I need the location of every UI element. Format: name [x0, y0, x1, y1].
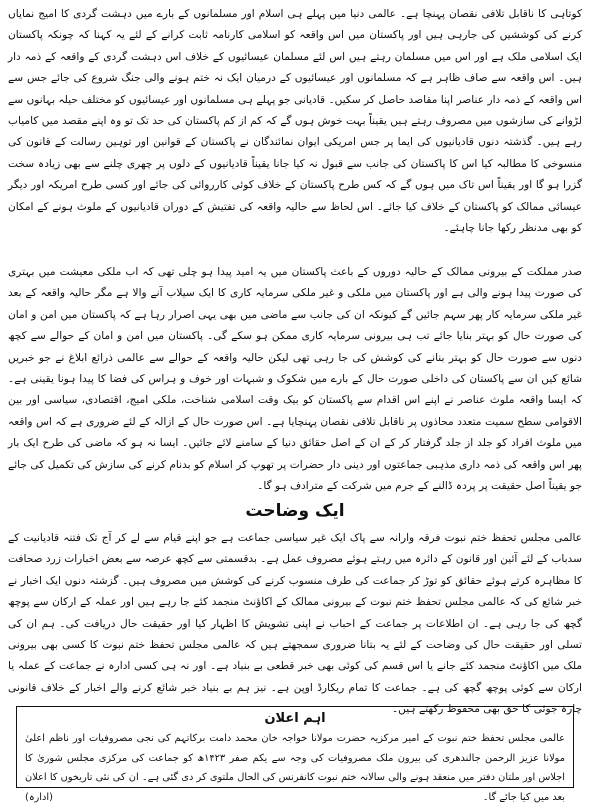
article-paragraph: کوتاہی کا ناقابل تلافی نقصان پہنچا ہے۔ عالمی دنیا میں پہلے ہی اسلام اور مسلمانوں کے بارے میں دہشت گردی کا امیج نمایاں کرنے کی کوششیں کی جارہی ہیں اور پاکستان میں اس واقعہ کو اسلامی کارنامہ ثابت کرانے کے لئے یہ کہنا کہ چونکہ پاکستان ایک اسلامی ملک ہے اور اس میں مسلمان رہتے ہیں اس لئے مسلمان عیسائیوں کے خلاف اس دہشت گردی کے واقعہ کے ذمہ دار ہیں۔ اس واقعہ سے صاف ظاہر ہے کہ مسلمانوں اور عیسائیوں کے درمیان ایک نہ ختم ہونے والی جنگ شروع کی جائے جس سے اس واقعہ کے ذمہ دار عناصر اپنا مقاصد حاصل کر سکیں۔ قادیانی جو پہلے ہی مسلمانوں اور عیسائیوں کو مختلف حیلہ بہانوں سے لڑوانے کی سازشوں میں مصروف رہتے ہیں یقیناً بہت خوش ہوں گے کہ کم از کم پاکستان کی حد تک تو وہ اپنے مقصد میں کامیاب رہے ہیں۔ گذشتہ دنوں قادیانیوں کی ایما پر جس امریکی ایوان نمائندگان نے پاکستان کے قوانین اور توہین رسالت کے قانون کی منسوخی کا مطالبہ کیا اس کا پاکستان کی جانب سے قبول نہ کیا جانا یقیناً قادیانیوں کے دلوں پر چھری چلنے سے بھی زیادہ سخت گزرا ہو گا اور یقیناً اس تاک میں ہوں گے کہ کس طرح پاکستان کے خلاف کوئی کارروائی کی جائے اور کسی طرح امریکہ اور دیگر عیسائی ممالک کو پاکستان کے خلاف کیا جائے۔ اس لحاظ سے حالیہ واقعہ کی تفتیش کے دوران قادیانیوں کے ملوث ہونے کے امکان کو بھی مدنظر رکھا جانا چاہئے۔: [8, 4, 582, 258]
notice-signature: (ادارہ): [25, 788, 53, 807]
clarification-heading: ایک وضاحت: [8, 496, 582, 526]
notice-body: عالمی مجلس تحفظ ختم نبوت کے امیر مرکزیہ حضرت مولانا خواجہ خان محمد دامت برکاتہم کی نجی مصروفیات اور ناظم اعلیٰ مولانا عزیز الرحمن جالندھری کی بیرون ملک مصروفیات کی وجہ سے یکم صفر ۱۴۲۳ھ کو جماعت کی مرکزی مجلس شوریٰ کا اجلاس اور ملتان دفتر میں منعقد ہونے والی سالانہ ختم نبوت کانفرنس کی الحال ملتوی کر دی گئی ہے۔ ان کی نئی تاریخوں کا اعلان بعد میں کیا جائے گا۔: [25, 733, 565, 803]
clarification-text: عالمی مجلس تحفظ ختم نبوت فرقہ وارانہ سے پاک ایک غیر سیاسی جماعت ہے جو اپنے قیام سے لے کر آج تک فتنہ قادیانیت کے سدباب کے لئے آئین اور قانون کے دائرہ میں رہتے ہوئے مصروف عمل ہے۔ بدقسمتی سے کچھ عرصہ سے بعض اخبارات زرد صحافت کا مظاہرہ کرتے ہوئے حقائق کو توڑ کر جماعت کی طرف منسوب کرنے کی کوشش میں مصروف ہیں۔ گزشتہ دنوں ایک اخبار نے خبر شائع کی کہ عالمی مجلس تحفظ ختم نبوت کے بیرونی ممالک کے اکاؤنٹ منجمد کئے جا رہے ہیں اور عملہ کے ارکان سے پوچھ گچھ کی جا رہی ہے۔ ان اطلاعات پر جماعت کے احباب نے اپنی تشویش کا اظہار کیا اور حقیقت حال دریافت کی۔ ہم ان کی تسلی اور حقیقت حال کی وضاحت کے لئے یہ بتانا ضروری سمجھتے ہیں کہ عالمی مجلس تحفظ ختم نبوت کا کسی بھی بیرونی ملک میں اکاؤنٹ منجمد کئے جانے یا اس قسم کی کوئی بھی خبر قطعی بے بنیاد ہے۔ اور نہ ہی کسی ادارہ نے جماعت کے عملہ یا ارکان سے کوئی پوچھ گچھ کی ہے۔ جماعت کا تمام ریکارڈ اوپن ہے۔ نیز ہم بے بنیاد خبر شائع کرنے والے اخبار کے خلاف قانونی چارہ جوئی کا حق بھی محفوظ رکھتے ہیں۔: [8, 528, 582, 700]
notice-text: [25, 729, 565, 807]
notice-title: اہم اعلان: [25, 709, 565, 729]
article-paragraph: صدر مملکت کے بیرونی ممالک کے حالیہ دوروں کے باعث پاکستان میں یہ امید پیدا ہو چلی تھی کہ اب ملکی معیشت میں بہتری کی صورت پیدا ہونے والی ہے اور پاکستان میں ملکی و غیر ملکی سرمایہ کاری کا ایک سیلاب آنے والا ہے مگر حالیہ واقعہ کے بعد غیر ملکی سرمایہ کار پھر سہم جائیں گے کیونکہ ان کی جانب سے ماضی میں بھی یہی اصرار رہا ہے کہ پاکستان میں امن و امان کی صورت حال کو بہتر بنایا جائے تب ہی بیرونی سرمایہ کاری ممکن ہو سکے گی۔ پاکستان میں امن و امان کے حوالے سے کچھ دنوں سے صورت حال کو بہتر بنانے کی کوشش کی جا رہی تھی لیکن حالیہ واقعہ کے حوالے سے عالمی ذرائع ابلاغ نے جو خبریں شائع کیں ان سے پاکستان کی داخلی صورت حال کے بارے میں شکوک و شبہات اور خوف و ہراس کی فضا کا پیدا ہونا یقینی ہے۔ کہ ایسا واقعہ ملوث عناصر نے اپنے اس اقدام سے پاکستان کو بیک وقت اسلامی شناخت، ملکی امیج، اقتصادی، سیاسی اور بین الاقوامی سطح سمیت متعدد محاذوں پر ناقابل تلافی نقصان پہنچایا ہے۔ اس صورت حال کے ازالہ کے لئے ضروری ہے کہ اس واقعہ میں ملوث افراد کو جلد از جلد گرفتار کر کے ان کے اصل حقائق دنیا کے سامنے لائے جائیں۔ ایسا نہ ہو کہ ماضی کی طرح ایک بار پھر اس واقعہ کی ذمہ داری مذہبی جماعتوں اور دینی دار حضرات پر تھوپ کر اسلام کو بدنام کرنے کی سازش کی تکمیل کی جائے جو یقیناً اصل حقیقت پر پردہ ڈالنے کے جرم میں شرکت کے مترادف ہو گا۔: [8, 262, 582, 492]
